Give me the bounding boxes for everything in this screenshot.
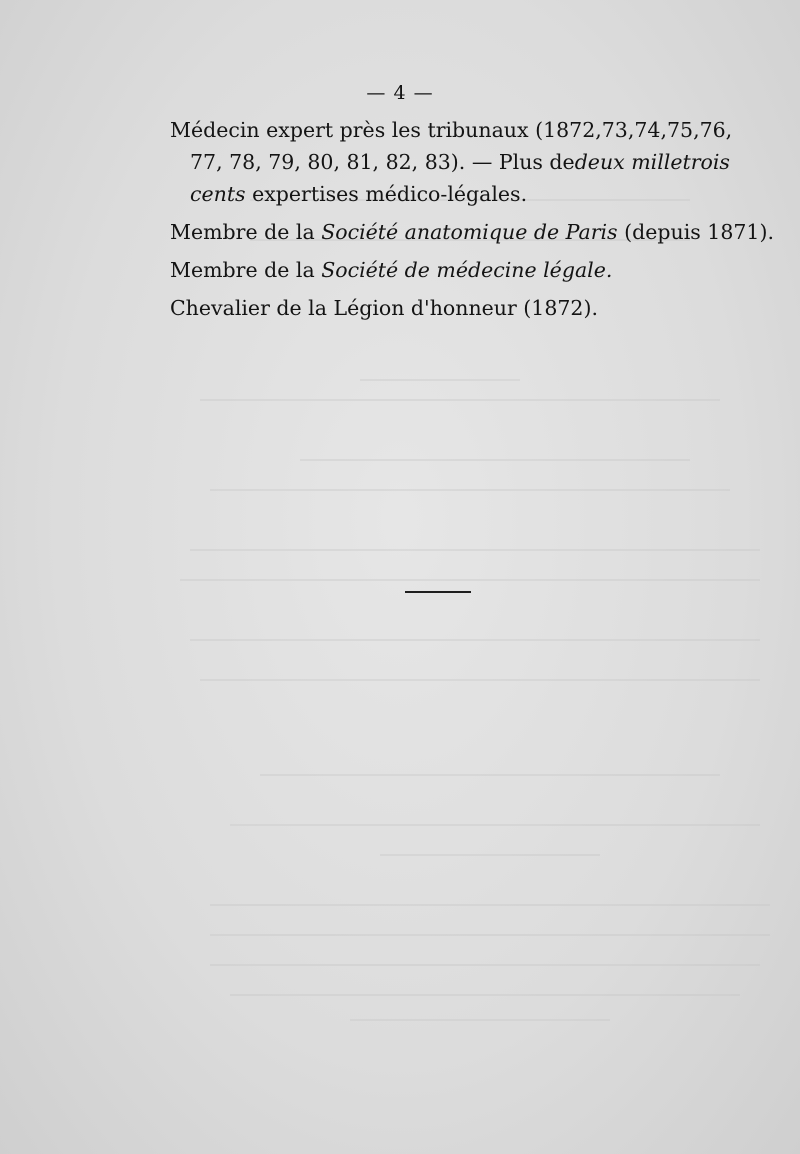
text-line [170, 216, 774, 248]
text-line [170, 254, 710, 286]
italic-text: trois [682, 150, 730, 174]
entry-legion-of-honour [170, 292, 710, 324]
text-segment: 73, [601, 118, 635, 142]
text-segment: 74, [634, 118, 667, 142]
text-segment: Membre de la [170, 220, 322, 244]
entry-court-expert [170, 114, 733, 210]
section-divider [405, 591, 471, 593]
italic-text: Société de médecine légale. [321, 258, 613, 282]
text-segment: 75, [666, 118, 700, 142]
text-line [170, 146, 730, 178]
text-segment: 77, 78, 79, 80, 81, 82, 83). — Plus de [190, 150, 575, 174]
entry-legal-medicine-society [170, 254, 710, 286]
text-segment: Membre de la [170, 258, 322, 282]
entry-anatomical-society [170, 216, 774, 248]
text-segment: Médecin expert près les tribunaux (1872, [170, 118, 602, 142]
text-segment: expertises médico-légales. [245, 182, 528, 206]
credentials-list [170, 114, 774, 330]
page-number: — 4 — [366, 82, 434, 104]
text-segment: 76, [699, 118, 733, 142]
italic-text: cents [190, 182, 246, 206]
italic-text: Société anatomique de Paris [321, 220, 618, 244]
italic-text: deux mille [574, 150, 683, 174]
text-line [170, 178, 710, 210]
text-segment: (depuis 1871). [617, 220, 774, 244]
text-line [170, 114, 733, 146]
text-line: Chevalier de la Légion d'honneur (1872). [170, 296, 598, 320]
